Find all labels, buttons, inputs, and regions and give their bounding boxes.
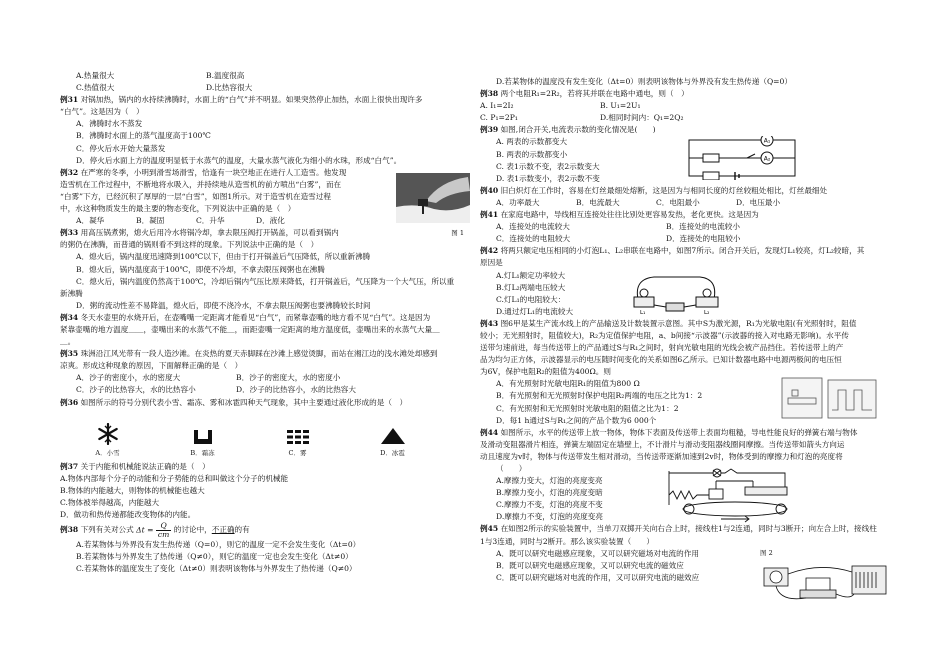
option: B. 两表的示数都变小 bbox=[496, 149, 568, 159]
option: B. U₁=2U₁ bbox=[600, 101, 641, 111]
question-text: 品为均匀正方体，示波器显示的电压随时间变化的关系如图6乙所示。已知计数器电路中电源两极间的电压恒 bbox=[480, 355, 842, 365]
symbol-label: A．小雪 bbox=[95, 448, 120, 457]
question-text: 在严寒的冬季，小明到滑雪场滑雪，恰逢有一块空地正在进行人工造雪。他发现 bbox=[80, 167, 347, 177]
question-number: 例31 bbox=[60, 95, 79, 105]
question-text: （ ） bbox=[496, 464, 527, 473]
question-text: 在如图2所示的实验装置中，当单刀双掷开关向右合上时，接线柱1与2连通，同时与3断开；向左合上时，接线柱 bbox=[500, 524, 877, 534]
option: D．沙子的比热容小，水的比热容大 bbox=[236, 385, 356, 395]
question-text: 造雪机在工作过程中，不断地将水吸入，并持续地从造雪机的前方喷出“白雾”，而在 bbox=[60, 179, 342, 189]
formula-lhs: Δt = bbox=[136, 525, 154, 535]
option: C．升华 bbox=[196, 216, 225, 226]
weather-symbol-c bbox=[250, 429, 345, 459]
question-text: 在家庭电路中，导线相互连接处往往比别处更容易发热，老化更快。这是因为 bbox=[500, 210, 759, 220]
question-text: 的粥仍在沸腾，而普通的锅则看不到这样的现象。下列说法中正确的是（ ） bbox=[60, 240, 319, 250]
option: D．每1 h通过S与R₁之间的产品个数为6 000个 bbox=[496, 415, 657, 425]
option: B．沸腾时水面上的蒸气温度高于100℃ bbox=[76, 131, 211, 141]
meter-label-1: A₁ bbox=[763, 137, 771, 145]
option: C.若某物体的温度发生了变化（Δt≠0）则表明该物体与外界发生了热传递（Q≠0） bbox=[76, 564, 357, 574]
option: B.若某物体与外界发生了热传递（Q≠0），则它的温度一定也会发生变化（Δt≠0） bbox=[76, 552, 353, 562]
question-number: 例33 bbox=[60, 228, 79, 238]
option: A．连接处的电流较大 bbox=[496, 222, 570, 232]
question-number: 例43 bbox=[480, 318, 499, 328]
question-number: 例38 bbox=[480, 89, 499, 99]
formula-denominator: cm bbox=[157, 529, 170, 539]
question-text: 对锅加热，锅内的水持续沸腾时，水面上的“白气”并不明显。如果突然停止加热，水面上很快出现许多 bbox=[80, 95, 423, 105]
question-number: 例32 bbox=[60, 167, 79, 177]
question-text: “白雾”下方，已经沉积了厚厚的一层“白雪”，如图1所示。对于造雪机在造雪过程 bbox=[60, 191, 331, 201]
option: C.物体被举得越高，内能越大 bbox=[60, 497, 160, 507]
left-column bbox=[60, 70, 470, 575]
question-text: 凉爽。形成这种现象的原因，下面解释正确的是（ ） bbox=[60, 361, 243, 371]
options-row bbox=[60, 384, 470, 396]
hail-icon bbox=[380, 427, 406, 445]
option: A.热量很大 bbox=[76, 71, 115, 80]
question-40 bbox=[480, 185, 900, 209]
question-number: 例42 bbox=[480, 246, 499, 256]
figure-label: 图 2 bbox=[760, 549, 773, 558]
conveyor-counter-figure bbox=[780, 376, 880, 422]
question-text: 图6甲是某生产流水线上的产品输送及计数装置示意图。其中S为激光源，R₁为光敏电阻(有光照射时，阻值 bbox=[500, 318, 857, 328]
option: B.灯L₂两端电压较大 bbox=[496, 282, 566, 292]
snow-machine-figure bbox=[396, 173, 470, 237]
option: B．电流最大 bbox=[576, 197, 620, 207]
option: A．凝华 bbox=[76, 216, 105, 226]
question-number: 例39 bbox=[480, 125, 499, 135]
symbol-label: B．霜冻 bbox=[190, 448, 215, 457]
question-text: “白气”。这是因为（ ） bbox=[60, 107, 144, 117]
question-34 bbox=[60, 312, 470, 348]
option: A．既可以研究电磁感应现象，又可以研究磁场对电流的作用 bbox=[496, 548, 699, 558]
option: D．停火后水面上方的温度明显低于水蒸气的温度，大量水蒸气液化为细小的水珠，形成“白气”。 bbox=[76, 155, 402, 165]
options-row bbox=[480, 100, 900, 112]
question-text: 及滑动变阻器滑片相连，弹簧左端固定在墙壁上，不计滑片与滑动变阻器线圈间摩擦。当传送带如箭头方向运 bbox=[480, 439, 845, 449]
right-column bbox=[480, 76, 900, 584]
question-text: 送带匀速前进，每当传送带上的产品通过S与R₁之间时，射向光敏电阻的光线会被产品挡住。若传送带上的产 bbox=[480, 343, 844, 353]
question-text: 两个电阻R₁=2R₂，若将其并联在电路中通电，则（ ） bbox=[500, 89, 689, 99]
option: D．液化 bbox=[256, 216, 285, 226]
option: C.灯L₁的电阻较大： bbox=[496, 294, 566, 304]
question-text: 关于内能和机械能说法正确的是（ ） bbox=[80, 461, 210, 471]
question-text: 如图所示的符号分别代表小雪、霜冻、雾和冰雹四种天气现象，其中主要通过液化形成的是（ ） bbox=[80, 397, 408, 407]
question-number: 例44 bbox=[480, 427, 499, 437]
figure-label: 图 1 bbox=[451, 228, 464, 237]
question-text: 如图,闭合开关,电流表示数的变化情况是( ) bbox=[500, 125, 656, 135]
question-36 bbox=[60, 397, 470, 459]
question-37 bbox=[60, 461, 470, 521]
options-row bbox=[60, 372, 470, 384]
option: C. P₁=2P₁ bbox=[480, 113, 518, 123]
formula bbox=[136, 522, 171, 539]
frost-icon bbox=[192, 429, 214, 445]
option: B．连接处的电流较小 bbox=[666, 222, 740, 232]
q30-options-row2 bbox=[60, 82, 470, 94]
option: A．沸腾时水不蒸发 bbox=[76, 119, 143, 129]
question-text: 动且速度为v时，物体与传送带发生相对滑动，当传送带逐渐加速到2v时，物体受到的摩擦力和灯泡的亮度将 bbox=[480, 451, 843, 461]
option: C.热值很大 bbox=[76, 83, 115, 93]
question-text: 如图所示，水平的传送带上放一物体，物体下表面及传送带上表面均粗糙，导电性能良好的弹簧右端与物体 bbox=[500, 427, 858, 437]
option: C.摩擦力不变，灯泡的亮度不变 bbox=[496, 500, 603, 510]
option: B．熄火后，锅内温度高于100℃，即使不冷却，不拿去限压阀粥也在沸腾 bbox=[76, 264, 325, 274]
fog-icon bbox=[286, 429, 310, 445]
option: D．电压最小 bbox=[736, 197, 781, 207]
option: A.物体内部每个分子的动能和分子势能的总和叫做这个分子的机械能 bbox=[60, 473, 289, 483]
snowflake-icon bbox=[97, 423, 119, 445]
option: A．熄火后，锅内温度迅速降到100℃以下，但由于打开锅盖后气压降低，所以重新沸腾 bbox=[76, 252, 371, 262]
option: 新沸腾 bbox=[60, 288, 83, 298]
question-43 bbox=[480, 318, 900, 427]
option: B.物体的内能越大，则物体的机械能也越大 bbox=[60, 485, 205, 495]
option: A.若某物体与外界没有发生热传递（Q=0），则它的温度一定不会发生变化（Δt=0） bbox=[76, 540, 361, 550]
option: B．有光照射和无光照射时保护电阻R₂两端的电压之比为1：2 bbox=[496, 391, 703, 401]
option: B．凝固 bbox=[136, 216, 165, 226]
conveyor-spring-circuit bbox=[665, 465, 795, 527]
question-number: 例36 bbox=[60, 397, 79, 407]
question-44 bbox=[480, 427, 900, 524]
question-38b bbox=[480, 88, 900, 124]
options-row bbox=[480, 233, 900, 245]
option: D．连接处的电阻较小 bbox=[666, 234, 741, 244]
option: D.比热容很大 bbox=[206, 83, 253, 93]
option: B．沙子的密度大，水的密度小 bbox=[236, 373, 341, 383]
question-33 bbox=[60, 227, 470, 312]
question-text: 冬天水壶里的水烧开后，在壶嘴嘴一定距离才能看见“白气”，而紧靠壶嘴的地方看不见“白气”。这是因为 bbox=[80, 312, 431, 322]
option: C．停火后水开始大量蒸发 bbox=[76, 143, 166, 153]
question-text: 原因是 bbox=[480, 258, 503, 268]
option: D.相同时间内：Q₁=2Q₂ bbox=[600, 113, 684, 123]
ammeter-circuit-diagram bbox=[685, 136, 800, 180]
option: C．电阻最小 bbox=[656, 197, 700, 207]
question-text: ＿。 bbox=[60, 337, 76, 347]
option: C．有光照射和无光照射时光敏电阻的阻值之比为1：2 bbox=[496, 403, 679, 413]
option: C．既可以研究磁场对电流的作用，又可以研究电流的磁效应 bbox=[496, 572, 700, 582]
weather-symbol-d bbox=[345, 427, 440, 459]
question-41 bbox=[480, 209, 900, 245]
question-text: 的讨论中， bbox=[173, 525, 212, 535]
question-number: 例35 bbox=[60, 349, 79, 359]
option: A. I₁=2I₂ bbox=[480, 101, 514, 111]
question-text: 为6V，保护电阻R₂的阻值为400Ω。则 bbox=[480, 367, 611, 377]
question-35 bbox=[60, 348, 470, 396]
induction-apparatus-drawing bbox=[760, 560, 890, 608]
question-number: 例45 bbox=[480, 524, 499, 534]
options-row bbox=[480, 221, 900, 233]
option: A.灯L₁额定功率较大 bbox=[496, 270, 566, 280]
question-text: 将两只额定电压相同的小灯泡L₁、L₂串联在电路中，如图7所示。闭合开关后，发现灯L₁较亮，灯L₂较暗，其 bbox=[500, 246, 865, 256]
formula-numerator: Q bbox=[156, 522, 171, 531]
option: D．粥的流动性差不易降温，熄火后，即使不浇冷水，不拿去限压阀粥也要沸腾较长时间 bbox=[76, 300, 371, 310]
lamp-label-1: L₁ bbox=[640, 310, 646, 316]
snow-machine-photo bbox=[396, 173, 470, 223]
option: A．有光照射时光敏电阻R₁的阻值为800 Ω bbox=[496, 379, 640, 389]
symbol-label: D．冰雹 bbox=[380, 448, 405, 457]
option: D.通过灯L₁的电流较大 bbox=[496, 306, 574, 316]
option: D.摩擦力不变，灯泡的亮度变亮 bbox=[496, 512, 603, 522]
question-number: 例37 bbox=[60, 461, 79, 471]
question-45 bbox=[480, 523, 900, 583]
question-text: 中，水这种物质发生的最主要的物态变化，下列说法中正确的是（ ） bbox=[60, 204, 296, 214]
question-42 bbox=[480, 245, 900, 318]
question-number: 例41 bbox=[480, 210, 499, 220]
option: B.温度很高 bbox=[206, 71, 245, 80]
option: D．做功和热传递都能改变物体的内能。 bbox=[60, 510, 196, 519]
symbol-label: C．雾 bbox=[288, 448, 307, 457]
question-text: 较小；无光照射时，阻值较大)，R₂为定值保护电阻，a、b间接“示波器”(示波器的接入对电路无影响)。水平传 bbox=[480, 330, 849, 340]
question-text: 旧白炽灯在工作时，容易在灯丝最细处熔断，这是因为与相同长度的灯丝较粗处相比，灯丝最细处 bbox=[500, 185, 828, 195]
option: C．沙子的比热容大，水的比热容小 bbox=[76, 385, 196, 395]
question-31 bbox=[60, 94, 470, 167]
option: C. 表1示数不变，表2示数变大 bbox=[496, 161, 600, 171]
options-row bbox=[480, 112, 900, 124]
option: B.摩擦力变小，灯泡的亮度变暗 bbox=[496, 488, 603, 498]
underlined-text: 不正确 bbox=[211, 525, 235, 535]
option: D. 表1示数变小，表2示数不变 bbox=[496, 173, 600, 183]
bulb-series-circuit bbox=[630, 269, 722, 315]
option: A.摩擦力变大，灯泡的亮度变亮 bbox=[496, 476, 603, 486]
induction-apparatus-figure bbox=[760, 547, 890, 611]
option: B．既可以研究电磁感应现象，又可以研究电流的磁效应 bbox=[496, 560, 684, 570]
question-text: 珠洲沿江风光带有一段人造沙滩。在炎热的夏天赤脚踩在沙滩上感觉烫脚，而站在湘江边的浅水滩处却感到 bbox=[80, 349, 438, 359]
question-text: 1与3连通，同时与2断开。那么该实验装置（ ） bbox=[480, 536, 654, 546]
question-text: 用高压锅煮粥，熄火后用冷水将锅冷却，拿去限压阀打开锅盖，可以看到锅内 bbox=[80, 228, 339, 238]
question-number: 例38 bbox=[60, 525, 79, 535]
option: D.若某物体的温度没有发生变化（Δt=0）则表明该物体与外界没有发生热传递（Q=0） bbox=[496, 77, 792, 86]
question-39 bbox=[480, 124, 900, 184]
option: A．沙子的密度小，水的密度大 bbox=[76, 373, 181, 383]
lamp-label-2: L₂ bbox=[704, 310, 710, 316]
question-38 bbox=[60, 521, 470, 575]
option: C．连接处的电阻较大 bbox=[496, 234, 571, 244]
option: C．熄火后，锅内温度仍然高于100℃，冷却后锅内气压比原来降低，打开锅盖后，气压降为一个大气压，所以重 bbox=[76, 276, 455, 286]
question-text: 下列有关对公式 bbox=[80, 525, 134, 535]
options-row bbox=[480, 197, 900, 209]
weather-symbols bbox=[60, 413, 470, 459]
question-number: 例40 bbox=[480, 185, 499, 195]
weather-symbol-a bbox=[60, 423, 155, 459]
question-text: 紧靠壶嘴的地方温度＿＿，壶嘴出来的水蒸气不能＿，而距壶嘴一定距离的地方温度低，壶嘴出来的水蒸气大量＿ bbox=[60, 324, 440, 334]
question-number: 例34 bbox=[60, 312, 79, 322]
weather-symbol-b bbox=[155, 429, 250, 459]
meter-label-2: A₂ bbox=[763, 155, 771, 163]
option: A. 两表的示数都变大 bbox=[496, 137, 568, 147]
option: A．功率最大 bbox=[496, 197, 540, 207]
q30-options-row1 bbox=[60, 70, 470, 82]
question-text: 的有 bbox=[234, 525, 250, 535]
